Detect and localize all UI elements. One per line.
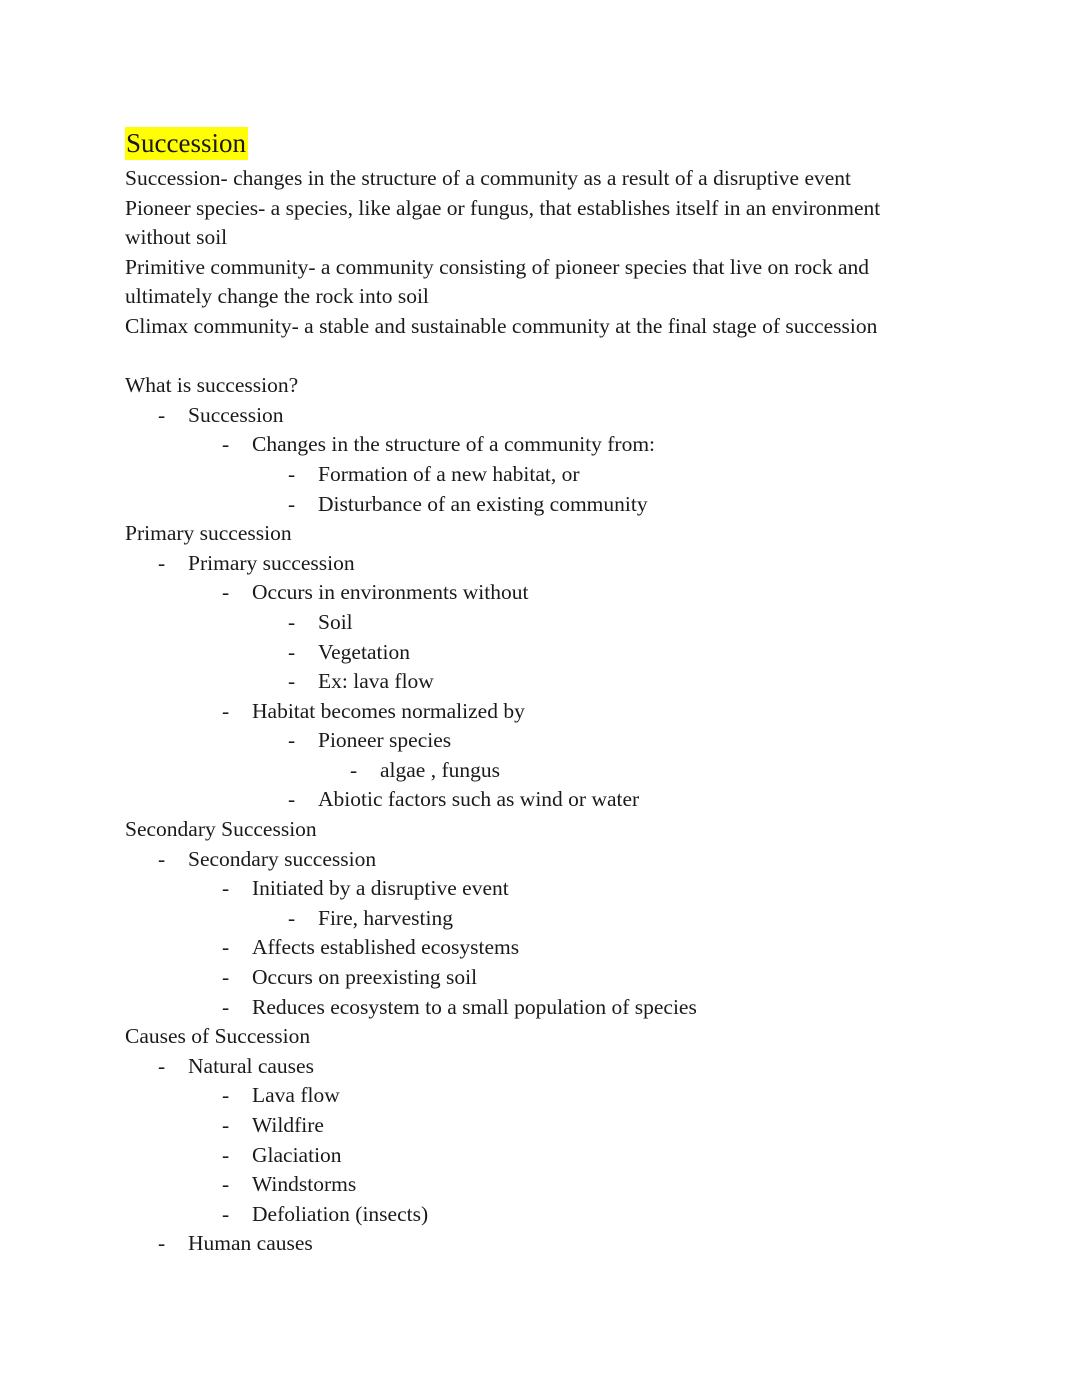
dash-bullet-icon: - [288, 639, 296, 664]
dash-bullet-icon: - [222, 1083, 230, 1108]
list-item-label: Glaciation [252, 1142, 342, 1167]
dash-bullet-icon: - [222, 1172, 230, 1197]
list-item-label: algae , fungus [380, 757, 501, 782]
list-item [125, 549, 915, 579]
section-secondary-succession [125, 815, 915, 1022]
list-item [125, 638, 915, 668]
dash-bullet-icon: - [158, 846, 166, 871]
document-body [125, 126, 915, 1259]
list-item-label: Changes in the structure of a community from: [252, 432, 656, 457]
list-item-label: Windstorms [252, 1172, 357, 1197]
list-item [125, 608, 915, 638]
dash-bullet-icon: - [158, 402, 166, 427]
definition-line: Climax community- a stable and sustainable community at the final stage of succession [125, 313, 878, 338]
list-item-label: Occurs in environments without [252, 580, 529, 605]
list-item-label: Vegetation [318, 639, 410, 664]
section-primary-succession [125, 519, 915, 815]
list-item-label: Abiotic factors such as wind or water [318, 787, 640, 812]
list-item-label: Reduces ecosystem to a small population of species [252, 994, 697, 1019]
list-item-label: Initiated by a disruptive event [252, 876, 509, 901]
list-item [125, 874, 915, 904]
list-item [125, 667, 915, 697]
dash-bullet-icon: - [222, 1113, 230, 1137]
dash-bullet-icon: - [222, 580, 230, 605]
section-heading: Causes of Succession [125, 1024, 311, 1049]
dash-bullet-icon: - [288, 491, 296, 516]
dash-bullet-icon: - [222, 965, 230, 990]
dash-bullet-icon: - [350, 757, 358, 782]
list-item-label: Occurs on preexisting soil [252, 965, 478, 990]
list-item-label: Human causes [188, 1231, 313, 1256]
list-item-label: Pioneer species [318, 728, 452, 753]
list-item-label: Ex: lava flow [318, 669, 434, 694]
dash-bullet-icon: - [158, 1053, 166, 1078]
section-heading: Secondary Succession [125, 817, 317, 842]
list-item-label: Formation of a new habitat, or [318, 461, 580, 486]
list-item [125, 401, 915, 431]
blank-line [125, 342, 915, 372]
page-title [125, 126, 915, 160]
section-heading: Primary succession [125, 521, 292, 546]
list-item [125, 460, 915, 490]
list-item [125, 578, 915, 608]
list-item [125, 933, 915, 963]
list-item [125, 1200, 915, 1230]
dash-bullet-icon: - [288, 728, 296, 753]
dash-bullet-icon: - [222, 876, 230, 901]
section-heading: What is succession? [125, 373, 299, 398]
section-causes-of-succession [125, 1022, 915, 1259]
dash-bullet-icon: - [158, 550, 166, 575]
list-item-label: Fire, harvesting [318, 905, 453, 930]
page-title-highlight: Succession [126, 128, 246, 158]
section-what-is-succession [125, 371, 915, 519]
list-item [125, 963, 915, 993]
list-item-label: Affects established ecosystems [252, 935, 520, 960]
dash-bullet-icon: - [288, 609, 296, 634]
definition-line: Primitive community- a community consisting of pioneer species that live on rock and ultimately change the rock into soil [125, 254, 869, 309]
list-item [125, 1111, 915, 1141]
dash-bullet-icon: - [288, 787, 296, 812]
dash-bullet-icon: - [222, 1201, 230, 1226]
dash-bullet-icon: - [222, 432, 230, 457]
list-item [125, 756, 915, 786]
definition-line: Pioneer species- a species, like algae or fungus, that establishes itself in an environment without soil [125, 195, 881, 250]
list-item [125, 785, 915, 815]
list-item [125, 1170, 915, 1200]
dash-bullet-icon: - [222, 698, 230, 723]
list-item-label: Soil [318, 609, 353, 634]
list-item-label: Wildfire [252, 1113, 324, 1137]
definition-line: Succession- changes in the structure of a community as a result of a disruptive event [125, 166, 852, 190]
list-item-label: Habitat becomes normalized by [252, 698, 525, 723]
list-item-label: Lava flow [252, 1083, 340, 1108]
outline-sections [125, 371, 915, 1259]
list-item [125, 993, 915, 1023]
list-item [125, 904, 915, 934]
list-item [125, 726, 915, 756]
list-item-label: Disturbance of an existing community [318, 491, 648, 516]
dash-bullet-icon: - [222, 935, 230, 960]
list-item [125, 1081, 915, 1111]
list-item-label: Defoliation (insects) [252, 1201, 429, 1226]
dash-bullet-icon: - [288, 905, 296, 930]
list-item [125, 1052, 915, 1082]
list-item [125, 490, 915, 520]
list-item-label: Natural causes [188, 1053, 314, 1078]
dash-bullet-icon: - [222, 1142, 230, 1167]
list-item-label: Succession [188, 402, 284, 427]
list-item-label: Secondary succession [188, 846, 377, 871]
list-item-label: Primary succession [188, 550, 355, 575]
dash-bullet-icon: - [288, 461, 296, 486]
dash-bullet-icon: - [222, 994, 230, 1019]
dash-bullet-icon: - [158, 1231, 166, 1256]
list-item [125, 1229, 915, 1259]
list-item [125, 845, 915, 875]
definitions-block [125, 164, 915, 342]
list-item [125, 430, 915, 460]
list-item [125, 1141, 915, 1171]
dash-bullet-icon: - [288, 669, 296, 694]
list-item [125, 697, 915, 727]
